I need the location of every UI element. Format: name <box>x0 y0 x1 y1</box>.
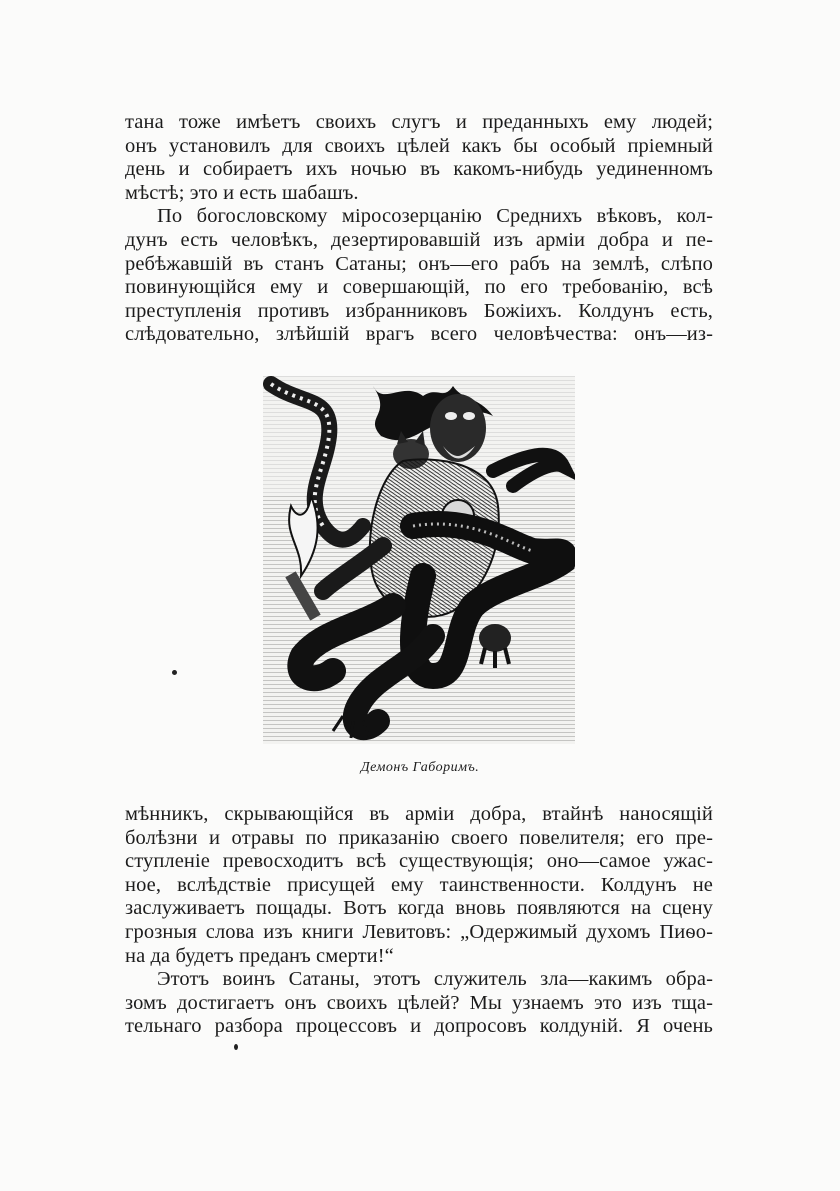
text-line: тельнаго разбора процессовъ и допросовъ колдуній. Я очень <box>125 1015 713 1038</box>
text-line: Этотъ воинъ Сатаны, этотъ служитель зла—какимъ обра- <box>157 968 713 991</box>
demon-illustration <box>263 376 575 744</box>
text-line: заслуживаетъ пощады. Вотъ когда вновь появляются на сцену <box>125 897 713 920</box>
text-line: ступленіе превосходитъ всѣ существующія; оно—самое ужас- <box>125 850 713 873</box>
text-line: зомъ достигаетъ онъ своихъ цѣлей? Мы узнаемъ это изъ тща- <box>125 991 713 1014</box>
text-line: день и собираетъ ихъ ночью въ какомъ-нибудь уединенномъ <box>125 158 713 181</box>
text-line: слѣдовательно, злѣйшій врагъ всего человѣчества: онъ—из- <box>125 323 713 346</box>
paragraph-top <box>125 111 713 347</box>
paragraph-bottom <box>125 803 713 1039</box>
text-line: повинующійся ему и совершающій, по его требованію, всѣ <box>125 276 713 299</box>
text-line: ное, вслѣдствіе присущей ему таинственности. Колдунъ не <box>125 873 713 896</box>
text-line: дунъ есть человѣкъ, дезертировавшій изъ арміи добра и пе- <box>125 228 713 251</box>
text-line: преступленія противъ избранниковъ Божіихъ. Колдунъ есть, <box>125 299 713 322</box>
text-line: грозныя слова изъ книги Левитовъ: „Одержимый духомъ Пиѳо- <box>125 920 713 943</box>
text-line: По богословскому міросозерцанію Среднихъ вѣковъ, кол- <box>157 205 713 228</box>
figure-caption: Демонъ Габоримъ. <box>360 760 480 775</box>
text-line: мѣстѣ; это и есть шабашъ. <box>125 181 359 204</box>
ink-speck <box>172 670 177 675</box>
text-line: онъ установилъ для своихъ цѣлей какъ бы особый пріемный <box>125 134 713 157</box>
text-line: на да будетъ преданъ смерти!“ <box>125 944 394 967</box>
text-line: тана тоже имѣетъ своихъ слугъ и преданныхъ ему людей; <box>125 111 713 133</box>
ink-speck <box>234 1044 238 1050</box>
text-line: болѣзни и отравы по приказанію своего повелителя; его пре- <box>125 826 713 849</box>
text-line: мѣнникъ, скрывающійся въ арміи добра, втайнѣ наносящій <box>125 803 713 825</box>
text-line: ребѣжавшій въ станъ Сатаны; онъ—его рабъ на землѣ, слѣпо <box>125 252 713 275</box>
